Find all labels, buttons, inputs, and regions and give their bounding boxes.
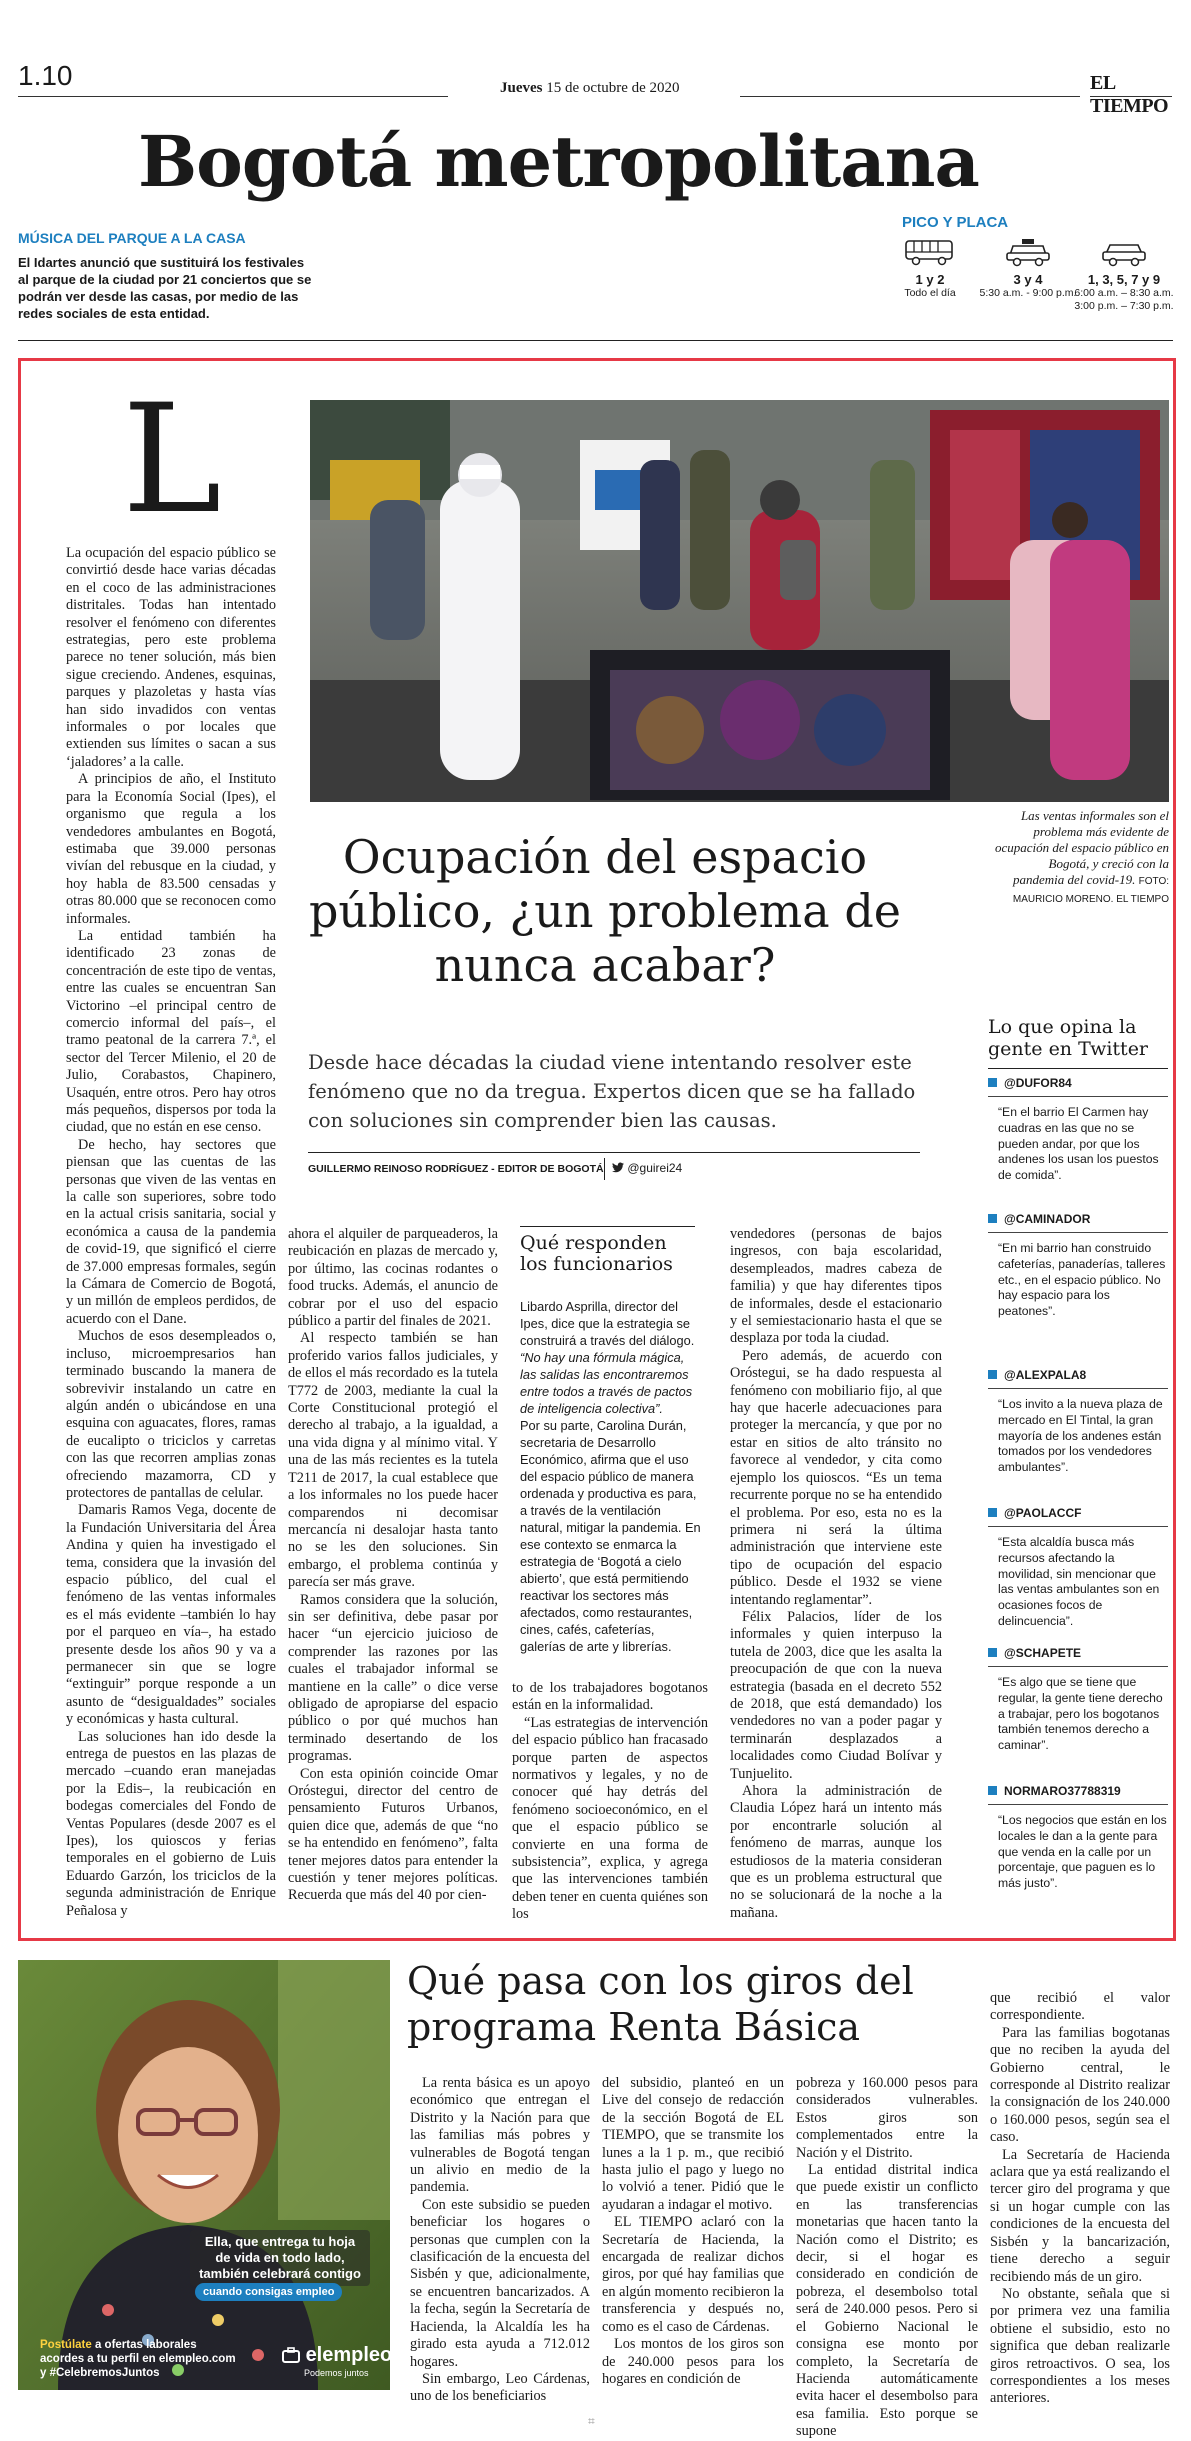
pico-digits: 1, 3, 5, 7 y 9	[1087, 272, 1161, 287]
paragraph: Las soluciones han ido desde la entrega de puestos en las plazas de mercado –cuando eran manejadas por la Edis–, la reubicación en bodegas comerciales del Fondo de Ventas Populares (desde 2007 es el Ipes), los quioscos y ferias temporales en el gobierno de Luis Eduardo Garzón, los triciclos de la segunda administración de Enrique Peñalosa y	[66, 1728, 276, 1919]
section-title: Bogotá metropolitana	[138, 120, 979, 203]
paragraph: Los montos de los giros son de 240.000 pesos para los hogares en condición de	[602, 2336, 784, 2387]
ad-caption: Ella, que entrega tu hoja de vida en todo lado, también celebrará contigo	[190, 2230, 370, 2286]
article-column-2	[288, 1226, 498, 1905]
street-vendors-photo	[310, 400, 1169, 802]
paragraph: De hecho, hay sectores que piensan que las cuentas de las personas que viven de las ventas en la calle son superiores, sobre todo en la actual crisis sanitaria, social y económica a causa de la pandemia de covid-19, que significó el cierre de 37.000 empresas formales, según la Cámara de Comercio de Bogotá, y un millón de empleos perdidos, de acuerdo con el Dane.	[66, 1136, 276, 1327]
paragraph: “Las estrategias de intervención del espacio público han fracasado porque parten de aspectos normativos y legales, y no de conocer qué hay detrás del fenómeno socioeconómico, en el que el espacio público se convierte en una forma de subsistencia”, explica, y agrega que las intervenciones también deben tener en cuenta quiénes son los	[512, 1714, 708, 1923]
logo-tagline: Podemos juntos	[304, 2368, 369, 2378]
tweet-item	[988, 1646, 1168, 1754]
paragraph: Para las familias bogotanas que no reciben la ayuda del Gobierno central, le corresponde al Distrito realizar la consignación de los 240.000 o 160.000 pesos, según sea el caso.	[990, 2024, 1170, 2146]
paragraph: del subsidio, planteó en un Live del consejo de redacción de la sección Bogotá de EL TIEMPO, que se transmite los lunes a la 1 p. m., que recibió hasta julio el pago y luego no lo volvió a tener. Pidió que le ayudaran a indagar el motivo.	[602, 2075, 784, 2213]
sidebar-text: Por su parte, Carolina Durán, secretaria de Desarrollo Económico, afirma que el uso del espacio público de manera ordenada y productiva es para, a través de la ventilación natural, mitigar la pandemia. En ese contexto se enmarca la estrategia de ‘Bogotá a cielo abierto’, que está permitiendo reactivar los sectores más afectados, como restaurantes, cines, cafés, cafeterías, galerías de arte y librerías.	[520, 1418, 701, 1654]
paragraph: La entidad distrital indica que puede existir un conflicto en las transferencias monetarias que hacen tanto la Nación como el Distrito; es decir, si el hogar es considerado en condición de pobreza, el desembolso total será de 240.000 pesos. Pero si el Gobierno Nacional le consigna ese monto por completo, la Secretaría de Hacienda automáticamente evita hacer el desembolso para esa familia. Esto porque se supone	[796, 2162, 978, 2440]
sidebar-body	[520, 1298, 702, 1655]
ad-portrait-image	[18, 1960, 390, 2390]
paragraph: Con este subsidio se pueden beneficiar los hogares o personas que cumplen con la clasificación de la encuesta del Sisbén y que, adicionalmente, se encuentren bancarizados. A la fecha, según la Secretaría de Hacienda, la Alcaldía les ha girado esta ayuda a 712.012 hogares.	[410, 2196, 590, 2370]
byline: GUILLERMO REINOSO RODRÍGUEZ - EDITOR DE BOGOTÁ	[308, 1163, 604, 1175]
street-vendors-image	[310, 400, 1169, 802]
tweet-item	[988, 1076, 1168, 1184]
sidebar-paragraph	[520, 1298, 702, 1417]
tweet-user: @ALEXPALA8	[988, 1368, 1168, 1389]
byline-separator	[604, 1158, 605, 1180]
tweet-user: @PAOLACCF	[988, 1506, 1168, 1527]
twitter-bird-icon	[612, 1162, 624, 1173]
paragraph: to de los trabajadores bogotanos están en la informalidad.	[512, 1680, 708, 1714]
caption-text: Las ventas informales son el problema más evidente de ocupación del espacio público en Bogotá, y creció con la pandemia del covid-19.	[995, 808, 1170, 887]
sidebar-quote: “No hay una fórmula mágica, las salidas las encontraremos entre todos a través de pactos de inteligencia colectiva”.	[520, 1350, 693, 1416]
tweet-quote: “Los invito a la nueva plaza de mercado en El Tintal, la gran mayoría de los andenes están tomados por los vendedores ambulantes”.	[998, 1397, 1163, 1475]
briefcase-icon	[282, 2347, 300, 2363]
author-handle[interactable]	[612, 1161, 682, 1175]
pico-hours: Todo el día	[904, 287, 956, 299]
article-column-1	[66, 545, 276, 1920]
paragraph: A principios de año, el Instituto para la Economía Social (Ipes), el organismo que regula a los vendedores ambulantes en Bogotá, estimaba que 39.000 personas vivían del rebusque en la ciudad, y hoy habla de 83.500 censadas y otras 80.000 que se reconocen como informales.	[66, 771, 276, 927]
date-rest: 15 de octubre de 2020	[546, 80, 680, 96]
page-number: 1.10	[18, 60, 73, 91]
header-date	[500, 80, 680, 97]
article-column-3-tail	[512, 1680, 708, 1924]
photo-caption	[995, 808, 1169, 908]
tweet-item	[988, 1212, 1168, 1320]
paragraph: Félix Palacios, líder de los informales y quien interpuso la tutela de 2003, dice que les asalta la preocupación de que con la nueva estrategia (basada en el decreto 552 de 2018, que está demandado) los vendedores no van a poder pagar y terminarán desplazados a localidades como Ciudad Bolívar y Tunjuelito.	[730, 1608, 942, 1782]
pico-item-bus	[898, 238, 962, 300]
brand-logo: EL TIEMPO	[1090, 72, 1169, 117]
tweet-item	[988, 1506, 1168, 1630]
paragraph: Muchos de esos desempleados o, incluso, microempresarios han terminado buscando la manera de sobrevivir instalando un catre en algún andén o ubicándose en una esquina con aguacates, flores, ramas de eucalipto o triciclos y carretas con las que recorren amplias zonas ofreciendo mazamorra, CD y protectores de pantallas de celular.	[66, 1328, 276, 1501]
header-rule-left	[18, 96, 448, 97]
paragraph: Ahora la administración de Claudia López hará un intento más por encontrarle solución al fenómeno de marras, aunque los estudiosos de la materia consideran que es un problema estructural que no se solucionará de la noche a la mañana.	[730, 1783, 942, 1921]
tweet-quote: “Esta alcaldía busca más recursos afectando la movilidad, sin mencionar que las ventas ambulantes son en ocasiones focos de delincuencia”.	[998, 1535, 1160, 1628]
paragraph: La Secretaría de Hacienda aclara que ya está realizando el tercer giro del programa y que si un hogar cumple con las condiciones de la encuesta del Sisbén y la bancarización, tiene derecho a seguir recibiendo más de un giro.	[990, 2146, 1170, 2285]
brand-rule	[1090, 96, 1172, 97]
paragraph: Pero además, de acuerdo con Oróstegui, se ha dado respuesta al fenómeno con mobiliario fijo, al que hay que hacerle adecuaciones para proteger la mercancía, y que por no estar en sitios de alto tránsito no favorece al vendedor, y cita como ejemplo los quioscos. “Es un tema recurrente porque no se ha entendido el problema. Por eso, esta no es la primera ni será la última administración que interviene este tipo de ocupación del espacio público. Desde el 1932 se viene intentando reglamentar”.	[730, 1347, 942, 1608]
pico-item-taxi	[968, 238, 1088, 300]
sidebar-heading: Qué responden los funcionarios	[520, 1226, 695, 1275]
ad-cta-badge[interactable]: cuando consigas empleo	[195, 2283, 342, 2301]
pico-digits: 3 y 4	[1013, 272, 1043, 287]
header-bottom-rule	[18, 340, 1173, 341]
car-icon	[1101, 238, 1147, 268]
tweet-item	[988, 1784, 1168, 1892]
bus-icon	[904, 238, 956, 268]
renta-column-4	[990, 1990, 1170, 2408]
taxi-icon	[1005, 238, 1051, 268]
sidebar-text: Libardo Asprilla, director del Ipes, dice que la estrategia se construirá a través del diálogo.	[520, 1299, 695, 1348]
twitter-sidebar-heading: Lo que opina la gente en Twitter	[988, 1016, 1168, 1069]
paragraph: vendedores (personas de bajos ingresos, con baja escolaridad, desempleados, madres cabeza de familia) y que hay diferentes tipos de informales, desde el estacionario y el semiestacionario hasta el que se desplaza por toda la ciudad.	[730, 1226, 942, 1347]
pico-item-car	[1074, 238, 1174, 313]
ad-post-text	[40, 2338, 240, 2380]
ad-post-rest: a ofertas laborales acordes a tu perfil en elempleo.com y #CelebremosJuntos	[40, 2339, 236, 2379]
tweet-user: @SCHAPETE	[988, 1646, 1168, 1667]
drop-cap: L	[122, 373, 222, 547]
paragraph: La ocupación del espacio público se convirtió desde hace varias décadas en el coco de las administraciones distritales. Todas han intentado resolver el fenómeno con diferentes estrategias, pero este problema parece no tener solución, más bien sigue creciendo. Andenes, esquinas, parques y plazoletas y hasta vías han sido invadidos con ventas informales o por locales que extienden sus límites o sacan a sus ‘jaladores’ a la calle.	[66, 545, 276, 770]
paragraph: EL TIEMPO aclaró con la Secretaría de Hacienda, la encargada de realizar dichos giros, por qué hay familias que en algún momento recibieron la transferencia y después no, como es el caso de Cárdenas.	[602, 2214, 784, 2335]
byline-rule	[308, 1152, 920, 1153]
page-corner-mark: ⌗	[588, 2414, 595, 2428]
renta-headline: Qué pasa con los giros del programa Renta Básica	[407, 1959, 914, 2049]
tweet-user: @CAMINADOR	[988, 1212, 1168, 1233]
article-column-4	[730, 1226, 942, 1922]
renta-column-1	[410, 2075, 590, 2406]
tweet-quote: “En mi barrio han construido cafeterías, panaderías, talleres etc., en el espacio público. No hay espacio para los peatones”.	[998, 1241, 1166, 1319]
paragraph: Al respecto también se han proferido varios fallos judiciales, y de ellos el más recordado es la tutela T772 de 2003, mediante la cual la Corte Constitucional protegió el derecho al trabajo, a la igualdad, a una vida digna y al mínimo vital. Y una de las más recientes es la tutela T211 de 2017, la cual establece que a los informales no los puede hacer comparendos ni decomisar mercancía ni desalojar hasta tanto no se les den soluciones. Sin embargo, el problema continúa y parecía ser más grave.	[288, 1330, 498, 1591]
sidebar-paragraph	[520, 1417, 702, 1655]
paragraph: Sin embargo, Leo Cárdenas, uno de los beneficiarios	[410, 2370, 590, 2405]
renta-column-2	[602, 2075, 784, 2388]
tweet-user: NORMARO37788319	[988, 1784, 1168, 1805]
date-day: Jueves	[500, 80, 543, 96]
header-rule-right	[740, 96, 1080, 97]
pico-hours: 6:00 a.m. – 8:30 a.m.	[1074, 287, 1174, 299]
elempleo-ad[interactable]	[18, 1960, 390, 2390]
paragraph: ahora el alquiler de parqueaderos, la reubicación en plazas de mercado y, por último, las cocinas rodantes o food trucks. Además, el anuncio de cobrar por el uso del espacio público a partir del finales de 2021.	[288, 1226, 498, 1330]
tweet-quote: “Es algo que se tiene que regular, la gente tiene derecho a trabajar, pero los bogotanos también tenemos derecho a caminar”.	[998, 1675, 1163, 1753]
photo-credit: FOTO: MAURICIO MORENO. EL TIEMPO	[1012, 876, 1169, 905]
musica-text: El Idartes anunció que sustituirá los festivales al parque de la ciudad por 21 conciertos que se podrán ver desde las casas, por medio de las redes sociales de esta entidad.	[18, 255, 312, 321]
tweet-user: @DUFOR84	[988, 1076, 1168, 1097]
pico-hours: 5:30 a.m. - 9:00 p.m.	[979, 287, 1077, 299]
article-headline: Ocupación del espacio público, ¿un problema de nunca acabar?	[308, 830, 902, 992]
paragraph: pobreza y 160.000 pesos para considerados vulnerables. Estos giros son complementados entre la Nación y el Distrito.	[796, 2075, 978, 2161]
tweet-quote: “Los negocios que están en los locales le dan a la gente para que venda en la calle por un porcentaje, que paguen es lo más justo”.	[998, 1813, 1167, 1891]
elempleo-logo	[282, 2344, 392, 2367]
tweet-item	[988, 1368, 1168, 1476]
logo-text: elempleo	[305, 2344, 393, 2366]
paragraph: Con esta opinión coincide Omar Oróstegui, director del centro de pensamiento Futuros Urbanos, quien dice que, además de que “no se ha entendido en fenómeno”, falta tener mejores datos para entender la cuestión y tener mejores políticas. Recuerda que más del 40 por cien-	[288, 1765, 498, 1904]
handle-text: @guirei24	[627, 1161, 683, 1175]
pico-hours: 3:00 p.m. – 7:30 p.m.	[1074, 300, 1174, 312]
ad-post-prefix: Postúlate	[40, 2339, 92, 2351]
article-deck: Desde hace décadas la ciudad viene intentando resolver este fenómeno que no da tregua. Expertos dicen que se ha fallado con soluciones sin comprender bien las causas.	[308, 1051, 916, 1132]
paragraph: Damaris Ramos Vega, docente de la Fundación Universitaria del Área Andina y quien ha investigado el tema, considera que la invasión del espacio público, del cual el fenómeno de las ventas informales es el más evidente –también lo hay por el parqueo en vía–, ha estado presente desde los años 90 y va a permanecer sin que se logre “extinguir” porque responde a un asunto de “desigualdades” sociales y económicas y hasta cultural.	[66, 1502, 276, 1728]
pico-placa-label: PICO Y PLACA	[902, 214, 1009, 231]
paragraph: La entidad también ha identificado 23 zonas de concentración de este tipo de ventas, entre las cuales se encuentran San Victorino –el principal centro de comercio informal del país–, el tramo peatonal de la carrera 7.ª, el sector del Tercer Milenio, el 20 de Julio, Corabastos, Chapinero, Usaquén, entre otros. Pero hay otros más pequeños, dispersos por toda la ciudad, que no están en ese censo.	[66, 927, 276, 1136]
paragraph: Ramos considera que la solución, sin ser definitiva, debe pasar por hacer “un ejercicio juicioso de comprender las razones por las cuales el trabajador informal se mantiene en la calle” o dice verse obligado de apropiarse del espacio público o por qué muchos han terminado desertando de los programas.	[288, 1591, 498, 1765]
paragraph: que recibió el valor correspondiente.	[990, 1990, 1170, 2024]
paragraph: La renta básica es un apoyo económico que entregan el Distrito y la Nación para que las familias más pobres y vulnerables de Bogotá tengan un alivio en medio de la pandemia.	[410, 2075, 590, 2196]
pico-digits: 1 y 2	[915, 272, 945, 287]
tweet-quote: “En el barrio El Carmen hay cuadras en las que no se pueden andar, por que los andenes los usan los puestos de comida”.	[998, 1105, 1159, 1183]
paragraph: No obstante, señala que si por primera vez una familia obtiene el subsidio, esto no significa que deban realizarle giros retroactivos. O sea, los correspondientes a los meses anteriores.	[990, 2285, 1170, 2407]
musica-kicker: MÚSICA DEL PARQUE A LA CASA	[18, 230, 246, 246]
renta-column-3	[796, 2075, 978, 2441]
